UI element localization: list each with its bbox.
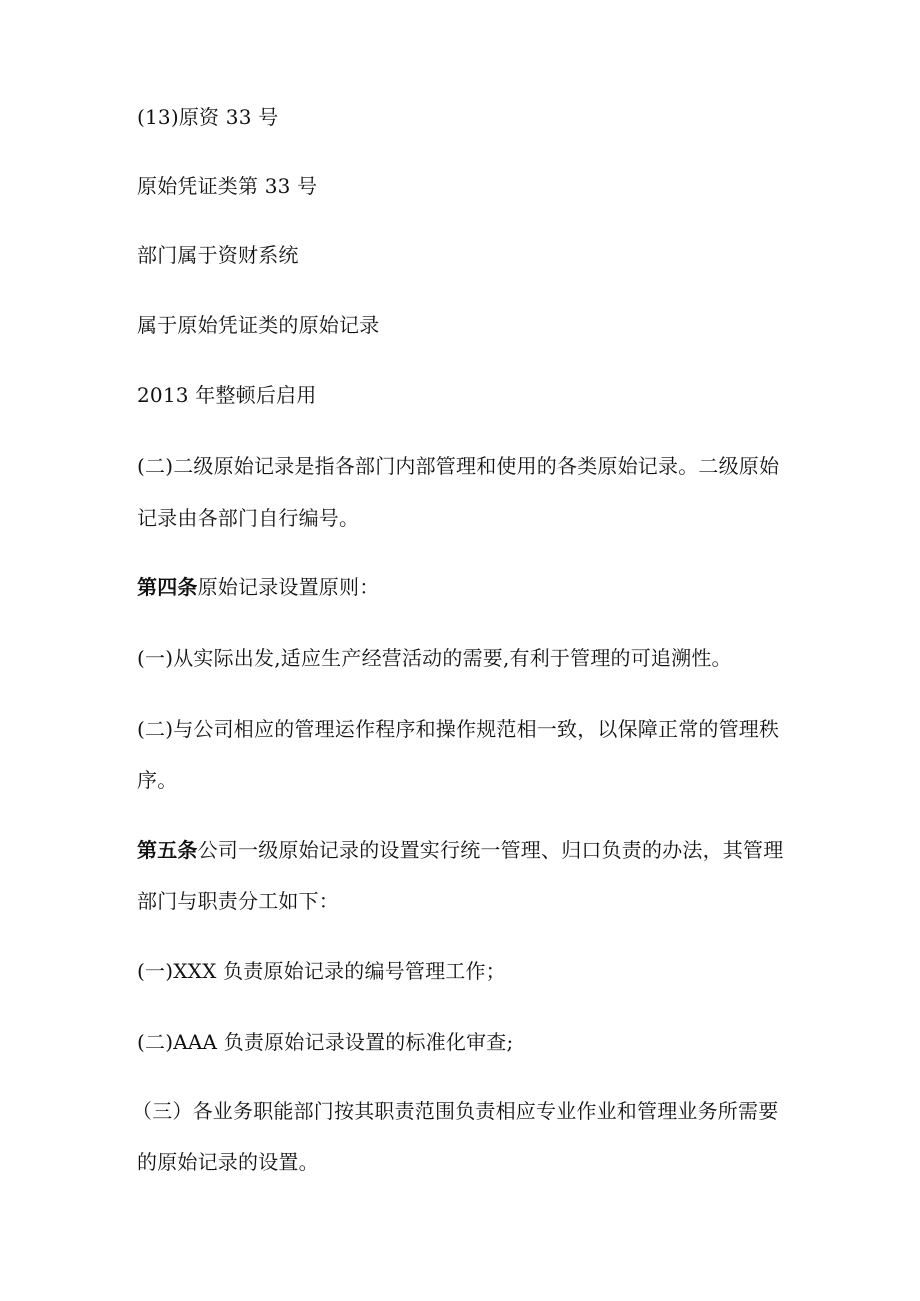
article-number: 第五条 [137, 838, 198, 862]
line-text: 属于原始凭证类的原始记录 [137, 313, 380, 337]
document-line [137, 241, 797, 269]
line-text: 原始记录设置原则： [197, 575, 380, 599]
document-line [137, 715, 797, 743]
document-line [137, 1028, 797, 1056]
line-text: (二)AAA 负责原始记录设置的标准化审查; [137, 1030, 514, 1054]
line-text: 部门与职责分工如下： [137, 889, 339, 913]
document-line [137, 887, 797, 915]
document-line [137, 311, 797, 339]
line-text: （三）各业务职能部门按其职责范围负责相应专业作业和管理业务所需要 [132, 1099, 779, 1123]
document-line [132, 1097, 792, 1125]
line-text: 记录由各部门自行编号。 [137, 506, 360, 530]
document-line [137, 766, 797, 794]
document-line [137, 957, 797, 985]
line-text: 部门属于资财系统 [137, 243, 299, 267]
line-text: (二)二级原始记录是指各部门内部管理和使用的各类原始记录。二级原始 [137, 454, 780, 478]
document-line [137, 1148, 797, 1176]
line-text: (13)原资 33 号 [137, 105, 279, 129]
line-text: 公司一级原始记录的设置实行统一管理、归口负责的办法，其管理 [197, 838, 784, 862]
document-line [137, 103, 797, 131]
line-text: 序。 [137, 768, 178, 792]
line-text: 原始凭证类第 33 号 [137, 174, 318, 198]
document-line [137, 452, 797, 480]
line-text: (一)从实际出发,适应生产经营活动的需要,有利于管理的可追溯性。 [137, 646, 732, 670]
article-heading-line [137, 836, 797, 864]
line-text: (一)XXX 负责原始记录的编号管理工作； [137, 959, 506, 983]
line-text: 2013 年整顿后启用 [137, 383, 317, 407]
article-heading-line [137, 573, 797, 601]
document-line [137, 644, 797, 672]
document-line [137, 172, 797, 200]
line-text: (二)与公司相应的管理运作程序和操作规范相一致，以保障正常的管理秩 [137, 717, 780, 741]
line-text: 的原始记录的设置。 [137, 1150, 319, 1174]
article-number: 第四条 [137, 575, 198, 599]
document-line [137, 504, 797, 532]
document-line [137, 381, 797, 409]
